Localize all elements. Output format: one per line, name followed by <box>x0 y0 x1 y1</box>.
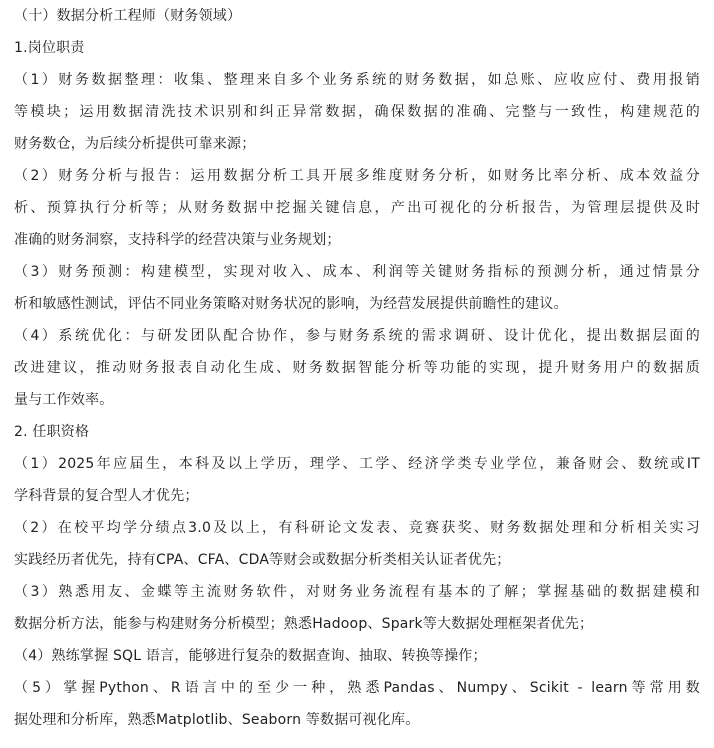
section2-heading: 2. 任职资格 <box>14 424 90 440</box>
qual-4-line-1: （4）熟练掌握 SQL 语言，能够进行复杂的数据查询、抽取、转换等操作； <box>14 648 487 664</box>
qual-1-line-1: （1）2025年应届生，本科及以上学历，理学、工学、经济学类专业学位，兼备财会、数统或IT <box>14 456 700 472</box>
duty-1-line-1: （1）财务数据整理：收集、整理来自多个业务系统的财务数据，如总账、应收应付、费用报销 <box>14 72 700 88</box>
duty-3-line-1: （3）财务预测：构建模型，实现对收入、成本、利润等关键财务指标的预测分析，通过情景分 <box>14 264 700 280</box>
qual-5-line-1: （5）掌握Python、R语言中的至少一种，熟悉Pandas、Numpy、Scikit - learn等常用数 <box>14 680 700 696</box>
qual-2-line-1: （2）在校平均学分绩点3.0及以上，有科研论文发表、竞赛获奖、财务数据处理和分析相关实习 <box>14 520 700 536</box>
qual-1-line-2: 学科背景的复合型人才优先； <box>14 488 199 504</box>
duty-4-line-2: 改进建议，推动财务报表自动化生成、财务数据智能分析等功能的实现，提升财务用户的数据质 <box>14 360 700 376</box>
qual-2-line-2: 实践经历者优先，持有CPA、CFA、CDA等财会或数据分析类相关认证者优先； <box>14 552 511 568</box>
qual-5-line-2: 据处理和分析库，熟悉Matplotlib、Seaborn 等数据可视化库。 <box>14 712 420 728</box>
duty-4-line-1: （4）系统优化：与研发团队配合协作，参与财务系统的需求调研、设计优化，提出数据层面的 <box>14 328 700 344</box>
section-title: （十）数据分析工程师（财务领域） <box>14 8 242 24</box>
section1-heading: 1.岗位职责 <box>14 40 85 56</box>
qual-3-line-1: （3）熟悉用友、金蝶等主流财务软件，对财务业务流程有基本的了解；掌握基础的数据建模和 <box>14 584 700 600</box>
duty-1-line-2: 等模块；运用数据清洗技术识别和纠正异常数据，确保数据的准确、完整与一致性，构建规范的 <box>14 104 700 120</box>
duty-3-line-2: 析和敏感性测试，评估不同业务策略对财务状况的影响，为经营发展提供前瞻性的建议。 <box>14 296 568 312</box>
duty-1-line-3: 财务数仓，为后续分析提供可靠来源； <box>14 136 256 152</box>
duty-2-line-2: 析、预算执行分析等；从财务数据中挖掘关键信息，产出可视化的分析报告，为管理层提供及时 <box>14 200 700 216</box>
duty-2-line-1: （2）财务分析与报告：运用数据分析工具开展多维度财务分析，如财务比率分析、成本效益分 <box>14 168 700 184</box>
duty-4-line-3: 量与工作效率。 <box>14 392 114 408</box>
duty-2-line-3: 准确的财务洞察，支持科学的经营决策与业务规划； <box>14 232 341 248</box>
qual-3-line-2: 数据分析方法，能参与构建财务分析模型；熟悉Hadoop、Spark等大数据处理框架者优先； <box>14 616 594 632</box>
